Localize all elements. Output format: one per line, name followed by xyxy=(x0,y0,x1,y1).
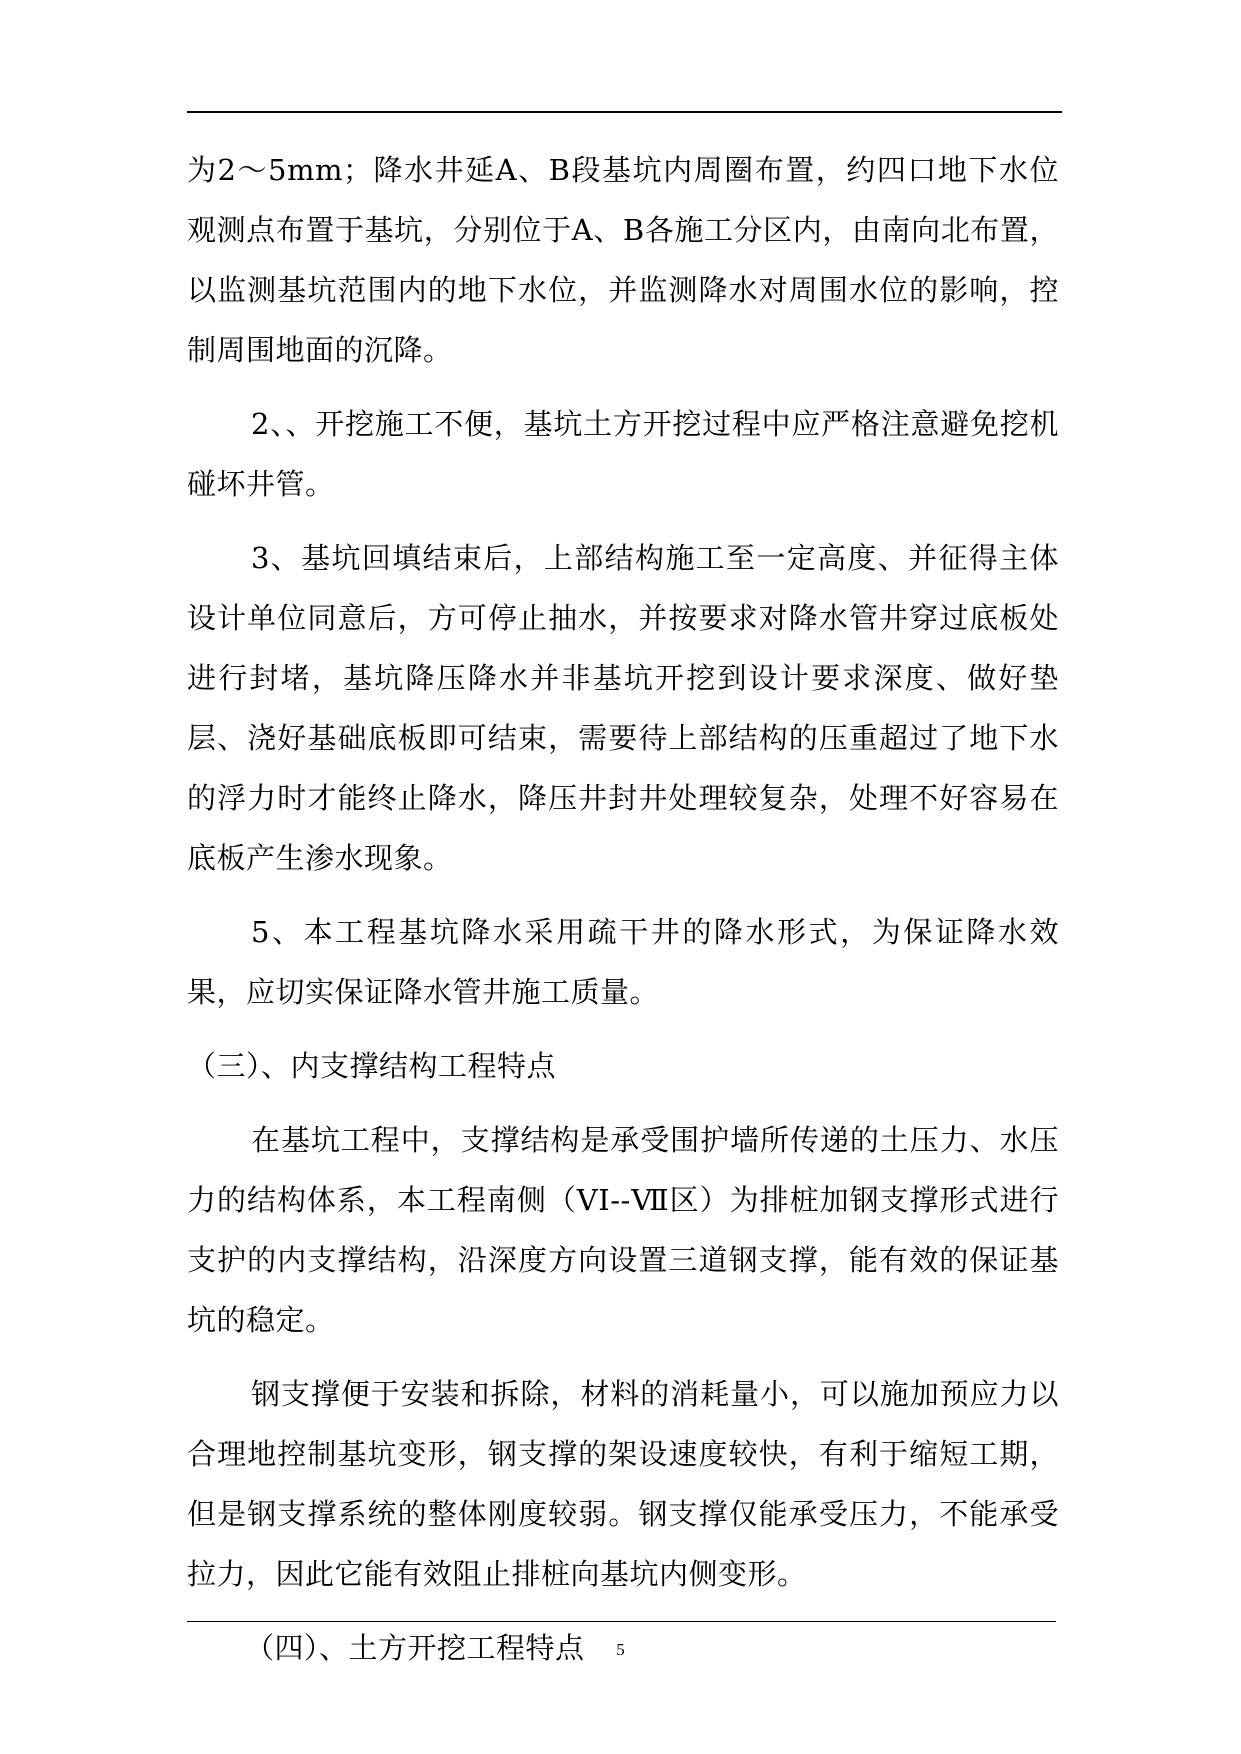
section-heading-4: （四）、土方开挖工程特点 xyxy=(245,1631,585,1665)
paragraph-continuation: 为2～5mm；降水井延A、B段基坑内周圈布置，约四口地下水位观测点布置于基坑，分别位于A、B各施工分区内，由南向北布置，以监测基坑范围内的地下水位，并监测降水对周围水位的影响，控制周围地面的沉降。 xyxy=(187,153,1059,367)
document-body xyxy=(187,140,1059,1678)
footer-rule xyxy=(187,1621,1056,1622)
paragraph-steel-support: 钢支撑便于安装和拆除，材料的消耗量小，可以施加预应力以合理地控制基坑变形，钢支撑的架设速度较快，有利于缩短工期，但是钢支撑系统的整体刚度较弱。钢支撑仅能承受压力，不能承受拉力，因此它能有效阻止排桩向基坑内侧变形。 xyxy=(187,1377,1059,1591)
page-number: 5 xyxy=(616,1640,625,1659)
paragraph-item-3: 3、基坑回填结束后，上部结构施工至一定高度、并征得主体设计单位同意后，方可停止抽水，并按要求对降水管井穿过底板处进行封堵，基坑降压降水并非基坑开挖到设计要求深度、做好垫层、浇好基础底板即可结束，需要待上部结构的压重超过了地下水的浮力时才能终止降水，降压井封井处理较复杂，处理不好容易在底板产生渗水现象。 xyxy=(187,541,1059,875)
paragraph-item-2: 2、、开挖施工不便，基坑土方开挖过程中应严格注意避免挖机碰坏井管。 xyxy=(187,407,1059,501)
section-heading-3: （三）、内支撑结构工程特点 xyxy=(187,1049,557,1083)
paragraph-item-5: 5、本工程基坑降水采用疏干井的降水形式，为保证降水效果，应切实保证降水管井施工质量。 xyxy=(187,915,1059,1009)
header-rule xyxy=(187,111,1062,113)
paragraph-inner-support: 在基坑工程中，支撑结构是承受围护墙所传递的土压力、水压力的结构体系，本工程南侧（VI--Ⅶ区）为排桩加钢支撑形式进行支护的内支撑结构，沿深度方向设置三道钢支撑，能有效的保证基坑的稳定。 xyxy=(187,1123,1059,1337)
